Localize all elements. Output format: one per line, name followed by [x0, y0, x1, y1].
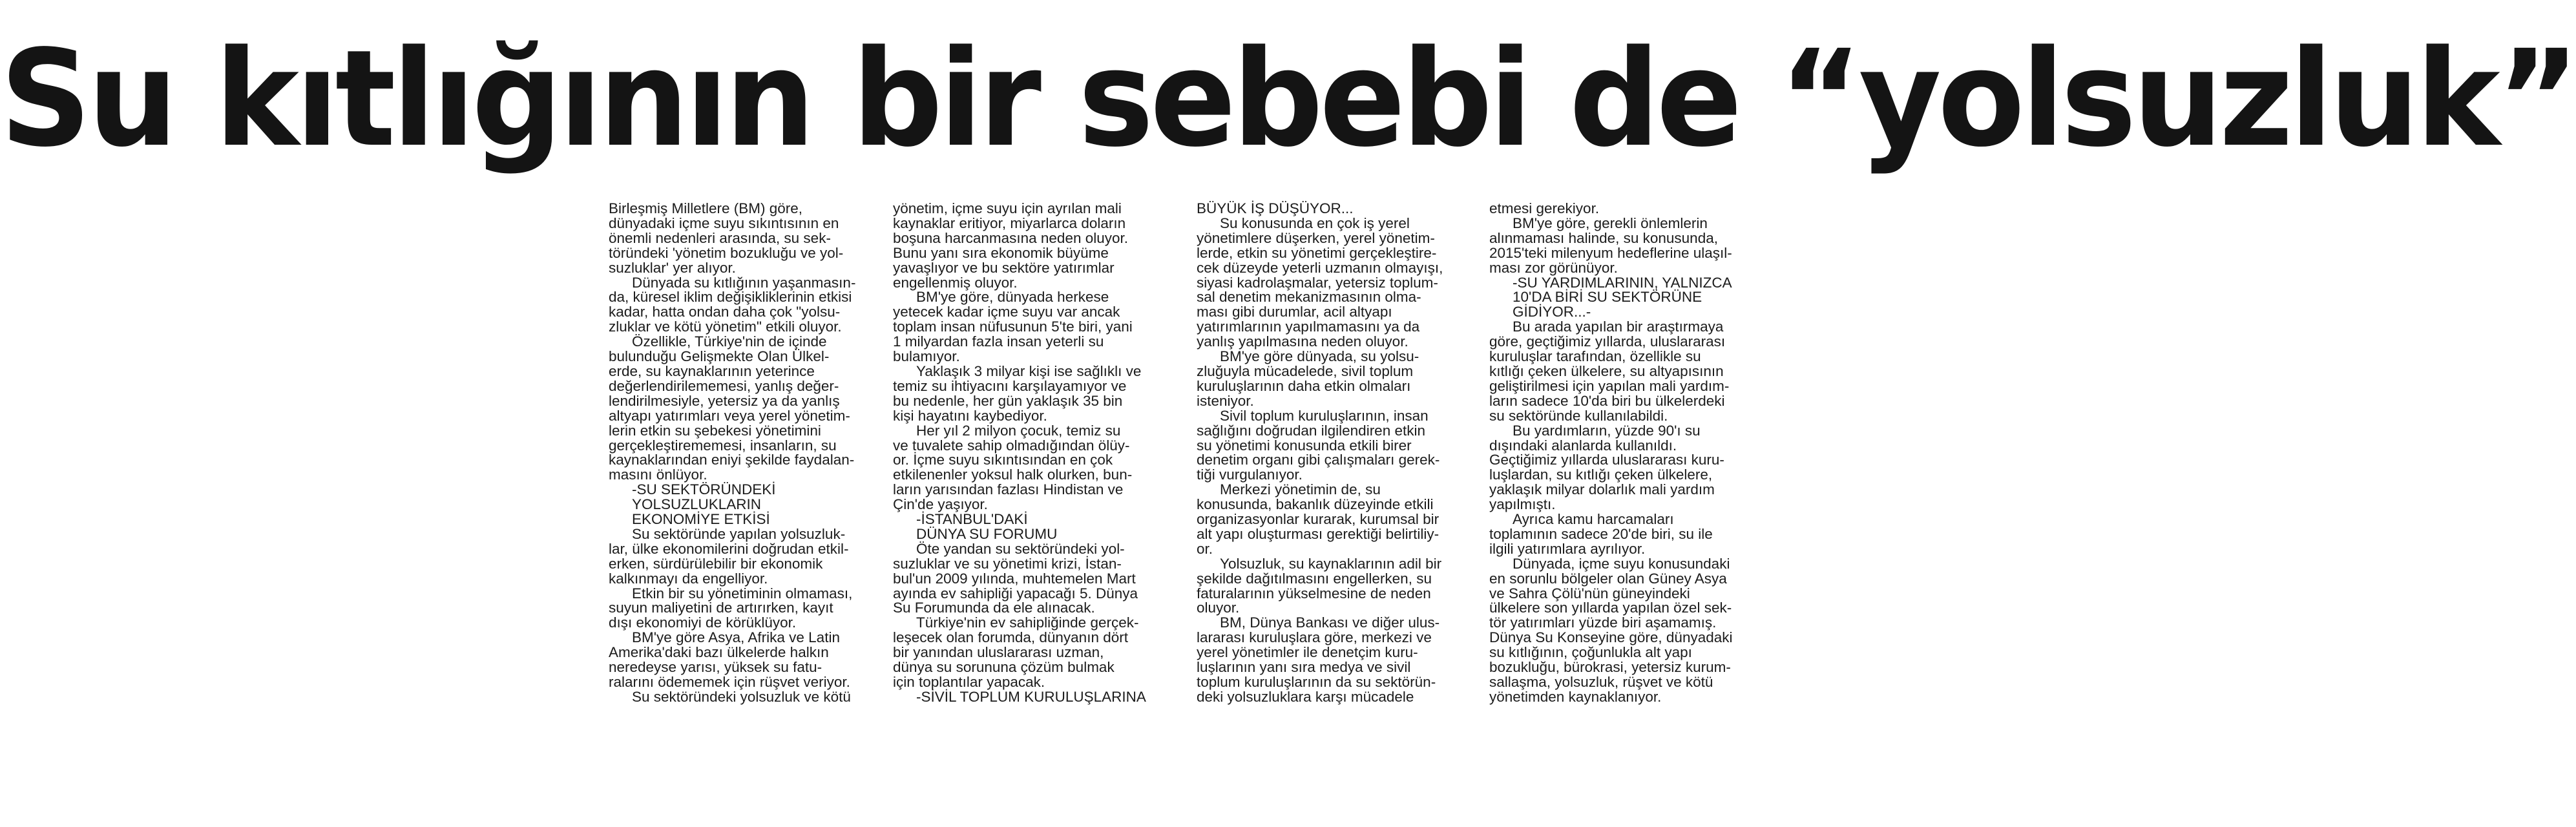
subheading: -SİVİL TOPLUM KURULUŞLARINA	[916, 688, 1146, 705]
paragraph: Bu yardımların, yüzde 90'ı su dışındaki alanlarda kullanıldı. Geçtiğimiz yıllarda uluslararası kuru- luşlardan, su kıtlığı çeken ülkelere, yaklaşık milyar dolarlık mali yardım yapılmıştı.	[1489, 422, 1724, 513]
article-column-1	[609, 202, 867, 705]
paragraph: Su konusunda en çok iş yerel yönetimlere düşerken, yerel yönetim- lerde, etkin su yönetimi gerçekleştire- cek düzeyde yeterli uzmanın olmayışı, siyasi kadrolaşmalar, yetersiz toplum- sal denetim mekanizmasının olma- ması gibi durumlar, acil altyapı yatırımlarının yapılmamasını ya da yanlış yapılmasına neden oluyor.	[1197, 215, 1443, 350]
article-column-3	[1197, 202, 1455, 705]
paragraph: etmesi gerekiyor.	[1489, 200, 1600, 216]
paragraph: Yaklaşık 3 milyar kişi ise sağlıklı ve temiz su ihtiyacını karşılayamıyor ve bu nedenle, her gün yaklaşık 35 bin kişi hayatını kaybediyor.	[893, 362, 1142, 424]
article-column-4	[1489, 202, 1767, 705]
paragraph: yönetim, içme suyu için ayrılan mali kaynaklar eritiyor, miyarlarca doların boşuna harcanmasına neden oluyor. Bunu yanı sıra ekonomik büyüme yavaşlıyor ve bu sektöre yatırımlar engellenmiş oluyor.	[893, 200, 1129, 291]
subheading: -İSTANBUL'DAKİ DÜNYA SU FORUMU	[916, 511, 1058, 542]
paragraph: Sivil toplum kuruluşlarının, insan sağlığını doğrudan ilgilendiren etkin su yönetimi konusunda etkili birer denetim organı gibi çalışmaları gerek- tiği vurgulanıyor.	[1197, 407, 1440, 483]
paragraph: BM'ye göre dünyada, su yolsu- zluğuyla mücadelede, sivil toplum kuruluşlarının daha etkin olmaları isteniyor.	[1197, 348, 1419, 409]
paragraph: Ayrıca kamu harcamaları toplamının sadece 20'de biri, su ile ilgili yatırımlara ayrılıyor.	[1489, 511, 1713, 557]
paragraph: BM'ye göre, gerekli önlemlerin alınmaması halinde, su konusunda, 2015'teki milenyum hedeflerine ulaşıl- ması zor görünüyor.	[1489, 215, 1732, 276]
paragraph: BM, Dünya Bankası ve diğer ulus- lararası kuruluşlara göre, merkezi ve yerel yönetimler ile denetçim kuru- luşlarının yanı sıra medya ve sivil toplum kuruluşlarının da su sektörün- deki yolsuzluklara karşı mücadele	[1197, 614, 1440, 705]
paragraph: Özellikle, Türkiye'nin de içinde bulunduğu Gelişmekte Olan Ülkel- erde, su kaynaklarının yeterince değerlendirilememesi, yanlış değer- lendirilmesiyle, yetersiz ya da yanlış altyapı yatırımları veya yerel yönetim- lerin etkin su şebekesi yönetimini gerçekleştirememesi, insanların, su kaynaklarından eniyi şekilde faydalan- masını önlüyor.	[609, 333, 855, 483]
paragraph: Bu arada yapılan bir araştırmaya göre, geçtiğimiz yıllarda, uluslararası kuruluşlar tarafından, özellikle su kıtlığı çeken ülkelere, su altyapısının geliştirilmesi için yapılan mali yardım- ların sadece 10'da biri bu ülkelerdeki su sektöründe kullanılabildi.	[1489, 319, 1730, 424]
article-column-2	[893, 202, 1158, 705]
paragraph: Öte yandan su sektöründeki yol- suzluklar ve su yönetimi krizi, İstan- bul'un 2009 yılında, muhtemelen Mart ayında ev sahipliği yapacağı 5. Dünya Su Forumunda da ele alınacak.	[893, 540, 1138, 616]
paragraph: Etkin bir su yönetiminin olmaması, suyun maliyetini de artırırken, kayıt dışı ekonomiyi de körüklüyor.	[609, 585, 853, 631]
paragraph: Su sektöründe yapılan yolsuzluk- lar, ülke ekonomilerini doğrudan etkil- erken, sürdürülebilir bir ekonomik kalkınmayı da engelliyor.	[609, 525, 849, 587]
paragraph: Birleşmiş Milletlere (BM) göre, dünyadaki içme suyu sıkıntısının en önemli nedenleri arasında, su sek- töründeki 'yönetim bozukluğu ve yol- suzluklar' yer alıyor.	[609, 200, 844, 276]
blank-area	[0, 200, 581, 827]
subheading: -SU SEKTÖRÜNDEKİ YOLSUZLUKLARIN EKONOMİYE ETKİSİ	[632, 481, 776, 528]
paragraph: Su sektöründeki yolsuzluk ve kötü	[632, 688, 851, 705]
paragraph: Merkezi yönetimin de, su konusunda, bakanlık düzeyinde etkili organizasyonlar kurarak, kurumsal bir alt yapı oluşturması gerektiği belirtiliy- or.	[1197, 481, 1440, 557]
paragraph: Her yıl 2 milyon çocuk, temiz su ve tuvalete sahip olmadığından ölüy- or. İçme suyu sıkıntısından en çok etkilenenler yoksul halk olurken, bun- ların yarısından fazlası Hindistan ve Çin'de yaşıyor.	[893, 422, 1133, 513]
subheading: -SU YARDIMLARININ, YALNIZCA 10'DA BİRİ SU SEKTÖRÜNE GİDİYOR...-	[1513, 274, 1732, 320]
paragraph: Dünyada, içme suyu konusundaki en sorunlu bölgeler olan Güney Asya ve Sahra Çölü'nün güneyindeki ülkelere son yıllarda yapılan özel sek- tör yatırımları yüzde biri aşamamış. Dünya Su Konseyine göre, dünyadaki su kıtlığının, çoğunlukla alt yapı bozukluğu, bürokrasi, yetersiz kurum- sallaşma, yolsuzluk, rüşvet ve kötü yönetimden kaynaklanıyor.	[1489, 555, 1733, 705]
subheading: BÜYÜK İŞ DÜŞÜYOR...	[1197, 200, 1354, 216]
paragraph: Yolsuzluk, su kaynaklarının adil bir şekilde dağıtılmasını engellerken, su faturalarının yükselmesine de neden oluyor.	[1197, 555, 1442, 616]
headline: Su kıtlığının bir sebebi de “yolsuzluk”	[0, 21, 2576, 176]
paragraph: BM'ye göre, dünyada herkese yetecek kadar içme suyu var ancak toplam insan nüfusunun 5'te biri, yani 1 milyardan fazla insan yeterli su bulamıyor.	[893, 289, 1133, 365]
paragraph: BM'ye göre Asya, Afrika ve Latin Amerika'daki bazı ülkelerde halkın neredeyse yarısı, yüksek su fatu- ralarını ödememek için rüşvet veriyor.	[609, 629, 850, 690]
paragraph: Dünyada su kıtlığının yaşanmasın- da, küresel iklim değişikliklerinin etkisi kadar, hatta ondan daha çok "yolsu- zluklar ve kötü yönetim" etkili oluyor.	[609, 274, 856, 335]
paragraph: Türkiye'nin ev sahipliğinde gerçek- leşecek olan forumda, dünyanın dört bir yanından uluslararası uzman, dünya su sorununa çözüm bulmak için toplantılar yapacak.	[893, 614, 1139, 690]
